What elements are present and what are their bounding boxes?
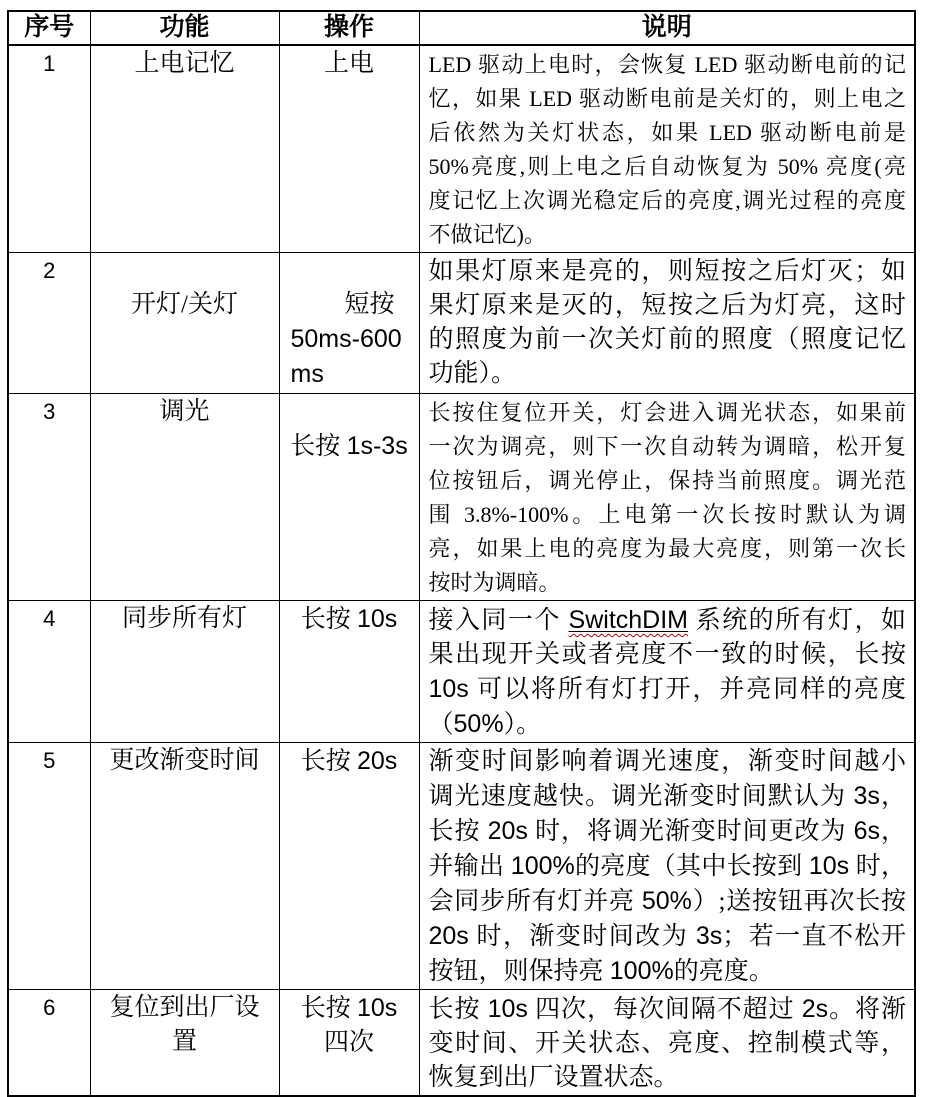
row-number: 1 xyxy=(43,51,56,76)
row-number-cell xyxy=(8,990,90,1097)
latin-text-run: 50% xyxy=(777,154,819,179)
function-cell xyxy=(90,990,279,1097)
description-line: 长按 10s 四次，每次间隔不超过 2s。将渐 xyxy=(428,995,906,1023)
description-line: 忆，如果 LED 驱动断电前是关灯的，则上电之 xyxy=(428,86,906,111)
description-line: 并输出 100%的亮度（其中长按到 10s 时， xyxy=(428,852,906,880)
latin-text-run: LED xyxy=(428,52,472,77)
description-cell xyxy=(419,990,915,1097)
description-cell xyxy=(419,601,915,743)
function-line xyxy=(95,254,275,288)
function-cell xyxy=(90,45,279,253)
switchdim-term xyxy=(569,606,688,634)
latin-text-run: 50% xyxy=(453,710,504,738)
operation-cell xyxy=(279,45,419,253)
operation-line: 上电 xyxy=(323,50,374,77)
latin-text-run: 50% xyxy=(428,154,469,179)
latin-text-run: 10s xyxy=(808,852,850,880)
description-line: 10s 可以将所有灯打开，并亮同样的亮度 xyxy=(428,675,906,703)
row-number: 6 xyxy=(43,995,56,1020)
description-cell xyxy=(419,743,915,990)
latin-text-run: LED xyxy=(709,120,752,145)
latin-text-run: 1s-3s xyxy=(346,432,408,460)
operation-line: 长按 20s xyxy=(300,747,398,775)
description-line: LED 驱动上电时，会恢复 LED 驱动断电前的记 xyxy=(428,52,906,77)
description-cell xyxy=(419,394,915,601)
function-line: 上电记忆 xyxy=(134,50,235,77)
latin-text-run: 2s xyxy=(801,995,829,1023)
description-line: 亮，如果上电的亮度为最大亮度，则第一次长 xyxy=(428,536,906,561)
operation-line xyxy=(284,322,415,357)
description-cell xyxy=(419,253,915,394)
row-number-cell xyxy=(8,45,90,253)
column-header-number: 序号 xyxy=(8,11,90,45)
latin-text-run: 100% xyxy=(510,852,575,880)
latin-text-run: 10s xyxy=(487,995,528,1023)
description-line: 的照度为前一次关灯前的照度（照度记忆 xyxy=(428,326,906,353)
latin-text-run: LED xyxy=(694,52,738,77)
operation-cell xyxy=(279,394,419,601)
function-line: 复位到出厂设 xyxy=(109,994,260,1021)
description-cell xyxy=(419,45,915,253)
description-line: 渐变时间影响着调光速度，渐变时间越小 xyxy=(428,748,906,775)
row-number-cell xyxy=(8,394,90,601)
description-line: 调光速度越快。调光渐变时间默认为 3s， xyxy=(428,782,906,810)
table-row xyxy=(8,743,915,990)
led-driver-function-table xyxy=(7,10,916,1097)
row-number-cell xyxy=(8,601,90,743)
function-line: 开灯/关灯 xyxy=(131,291,238,318)
operation-cell xyxy=(279,253,419,394)
function-line: 更改渐变时间 xyxy=(109,747,260,774)
table-row xyxy=(8,990,915,1097)
description-line: 长按住复位开关，灯会进入调光状态，如果前 xyxy=(428,400,906,425)
description-line: 按时为调暗。 xyxy=(428,570,561,595)
function-cell xyxy=(90,394,279,601)
column-header-operation: 操作 xyxy=(279,11,419,45)
description-line: 度记忆上次调光稳定后的亮度,调光过程的亮度 xyxy=(428,188,906,213)
table-header-row xyxy=(8,11,915,45)
table-row xyxy=(8,45,915,253)
latin-text-run: 10s xyxy=(356,605,398,633)
description-line: 恢复到出厂设置状态。 xyxy=(428,1064,679,1091)
description-line: 后依然为关灯状态，如果 LED 驱动断电前是 xyxy=(428,120,906,145)
operation-line: 短按 xyxy=(344,291,395,318)
latin-text-run: 100% xyxy=(609,957,674,985)
function-cell xyxy=(90,743,279,990)
function-line: 同步所有灯 xyxy=(121,605,247,632)
document-page xyxy=(7,10,916,1097)
description-line: 接入同一个 SwitchDIM 系统的所有灯，如 xyxy=(428,606,906,634)
latin-text-run: ms xyxy=(290,360,324,388)
description-line: （50%）。 xyxy=(428,710,542,738)
latin-text-run: 50ms-600 xyxy=(290,325,402,353)
description-line: 位按钮后，调光停止，保持当前照度。调光范 xyxy=(428,468,906,493)
row-number: 4 xyxy=(43,606,56,631)
latin-text-run: LED xyxy=(529,86,573,111)
operation-cell xyxy=(279,601,419,743)
latin-text-run: 20s xyxy=(487,817,528,845)
latin-text-run: 50% xyxy=(641,887,692,915)
operation-line xyxy=(284,357,415,392)
column-header-function: 功能 xyxy=(90,11,279,45)
table-row xyxy=(8,601,915,743)
row-number: 3 xyxy=(43,399,56,424)
column-header-description: 说明 xyxy=(419,11,915,45)
latin-text-run: 20s xyxy=(428,922,469,950)
row-number-cell xyxy=(8,253,90,394)
spellcheck-underline: SwitchDIM xyxy=(568,606,689,634)
operation-line xyxy=(284,254,415,288)
table-row xyxy=(8,394,915,601)
operation-line: 长按 10s xyxy=(300,605,398,633)
row-number-cell xyxy=(8,743,90,990)
table-body xyxy=(8,45,915,1096)
row-number: 2 xyxy=(43,258,56,283)
description-line: 长按 20s 时，将调光渐变时间更改为 6s， xyxy=(428,817,906,845)
latin-text-run: 6s xyxy=(853,817,881,845)
function-line: 调光 xyxy=(159,398,210,425)
latin-text-run: 10s xyxy=(428,675,469,703)
description-line: 变时间、开关状态、亮度、控制模式等， xyxy=(428,1030,906,1057)
latin-text-run: 3s xyxy=(853,782,880,810)
function-line: 置 xyxy=(171,1028,197,1055)
description-line: 功能）。 xyxy=(428,360,517,387)
operation-cell xyxy=(279,743,419,990)
description-line: 会同步所有灯并亮 50%）;送按钮再次长按 xyxy=(428,887,906,915)
operation-line: 长按 1s-3s xyxy=(290,432,408,460)
latin-text-run: 20s xyxy=(356,747,398,775)
operation-line: 长按 10s xyxy=(300,994,398,1022)
function-cell xyxy=(90,253,279,394)
description-line: 按钮，则保持亮 100%的亮度。 xyxy=(428,957,774,985)
description-line: 如果灯原来是亮的，则短按之后灯灭；如 xyxy=(428,258,906,285)
description-line: 50%亮度,则上电之后自动恢复为 50% 亮度(亮 xyxy=(428,154,906,179)
table-row xyxy=(8,253,915,394)
description-line: 20s 时，渐变时间改为 3s；若一直不松开 xyxy=(428,922,906,950)
description-line: 果灯原来是灭的，短按之后为灯亮，这时 xyxy=(428,292,906,319)
operation-line xyxy=(284,395,415,429)
function-cell xyxy=(90,601,279,743)
latin-text-run: 10s xyxy=(356,994,398,1022)
description-line: 一次为调亮，则下一次自动转为调暗，松开复 xyxy=(428,434,906,459)
latin-text-run: 3.8%-100% xyxy=(463,502,569,527)
description-line: 围 3.8%-100%。上电第一次长按时默认为调 xyxy=(428,502,906,527)
operation-line: 四次 xyxy=(323,1029,374,1056)
operation-cell xyxy=(279,990,419,1097)
description-line: 不做记忆)。 xyxy=(428,222,546,247)
description-line: 果出现开关或者亮度不一致的时候，长按 xyxy=(428,641,906,668)
latin-text-run: 3s xyxy=(695,922,723,950)
row-number: 5 xyxy=(43,748,56,773)
